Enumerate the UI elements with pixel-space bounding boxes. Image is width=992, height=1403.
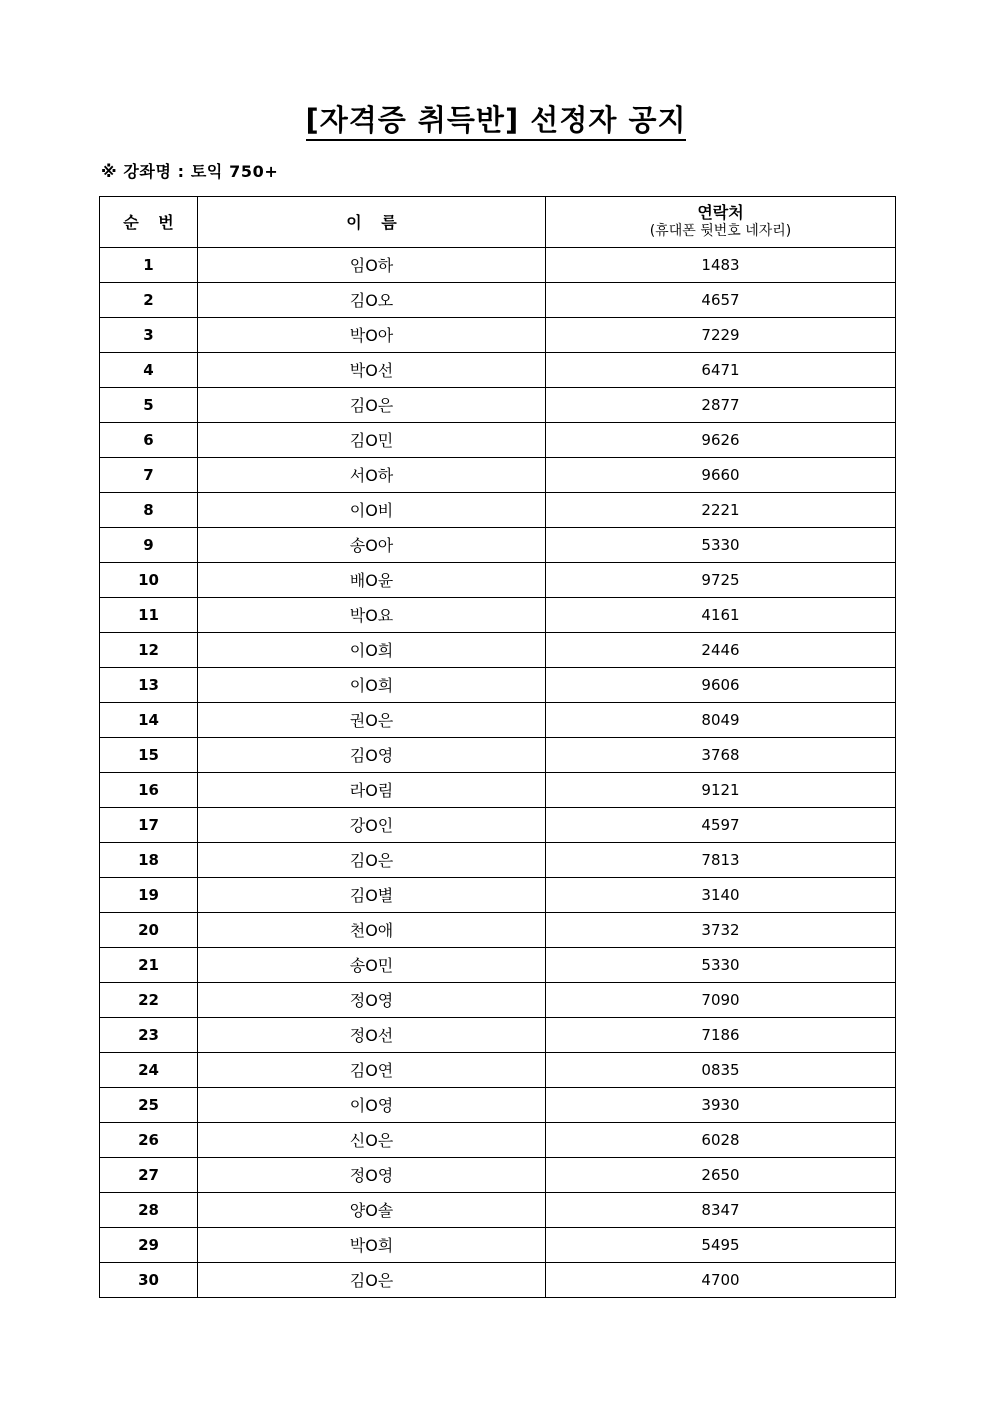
cell-no: 3 — [100, 317, 198, 352]
table-row — [100, 1262, 896, 1297]
column-header-phone-main: 연락처 — [697, 203, 744, 223]
cell-phone: 4161 — [546, 597, 896, 632]
cell-phone: 0835 — [546, 1052, 896, 1087]
course-name-line — [0, 162, 992, 181]
column-header-phone — [546, 196, 896, 247]
cell-phone: 7090 — [546, 982, 896, 1017]
table-row — [100, 492, 896, 527]
table-row — [100, 597, 896, 632]
cell-phone: 3732 — [546, 912, 896, 947]
page-title — [0, 0, 992, 141]
table-row — [100, 387, 896, 422]
cell-no: 28 — [100, 1192, 198, 1227]
cell-name: 이O희 — [198, 667, 546, 702]
cell-name: 서O하 — [198, 457, 546, 492]
cell-no: 7 — [100, 457, 198, 492]
cell-no: 30 — [100, 1262, 198, 1297]
cell-name: 정O영 — [198, 982, 546, 1017]
cell-phone: 2650 — [546, 1157, 896, 1192]
cell-name: 송O아 — [198, 527, 546, 562]
cell-name: 정O선 — [198, 1017, 546, 1052]
cell-phone: 3140 — [546, 877, 896, 912]
cell-no: 11 — [100, 597, 198, 632]
cell-phone: 1483 — [546, 247, 896, 282]
cell-name: 임O하 — [198, 247, 546, 282]
cell-no: 29 — [100, 1227, 198, 1262]
column-header-phone-sub: (휴대폰 뒷번호 네자리) — [649, 223, 792, 240]
cell-phone: 4657 — [546, 282, 896, 317]
cell-no: 8 — [100, 492, 198, 527]
table-row — [100, 1052, 896, 1087]
cell-phone: 8049 — [546, 702, 896, 737]
cell-phone: 7813 — [546, 842, 896, 877]
cell-no: 6 — [100, 422, 198, 457]
cell-name: 박O요 — [198, 597, 546, 632]
column-header-name: 이 름 — [198, 196, 546, 247]
reference-mark-icon: ※ — [101, 162, 118, 182]
cell-phone: 2877 — [546, 387, 896, 422]
cell-name: 김O민 — [198, 422, 546, 457]
cell-name: 라O림 — [198, 772, 546, 807]
table-row — [100, 422, 896, 457]
table-header — [100, 196, 896, 247]
table-row — [100, 772, 896, 807]
table-row — [100, 457, 896, 492]
cell-phone: 7186 — [546, 1017, 896, 1052]
cell-name: 김O영 — [198, 737, 546, 772]
course-name-text: 강좌명 : 토익 750+ — [123, 162, 279, 182]
table-row — [100, 912, 896, 947]
cell-no: 24 — [100, 1052, 198, 1087]
cell-name: 배O윤 — [198, 562, 546, 597]
cell-no: 12 — [100, 632, 198, 667]
table-row — [100, 1017, 896, 1052]
cell-name: 김O연 — [198, 1052, 546, 1087]
cell-no: 14 — [100, 702, 198, 737]
cell-name: 이O희 — [198, 632, 546, 667]
cell-no: 4 — [100, 352, 198, 387]
cell-phone: 3768 — [546, 737, 896, 772]
cell-phone: 9626 — [546, 422, 896, 457]
cell-name: 양O솔 — [198, 1192, 546, 1227]
table-row — [100, 282, 896, 317]
table-row — [100, 667, 896, 702]
cell-no: 26 — [100, 1122, 198, 1157]
table-row — [100, 982, 896, 1017]
cell-phone: 7229 — [546, 317, 896, 352]
cell-phone: 5330 — [546, 527, 896, 562]
table-row — [100, 842, 896, 877]
table-row — [100, 1192, 896, 1227]
table-row — [100, 737, 896, 772]
cell-name: 이O영 — [198, 1087, 546, 1122]
cell-phone: 9660 — [546, 457, 896, 492]
table-row — [100, 1157, 896, 1192]
cell-name: 정O영 — [198, 1157, 546, 1192]
cell-no: 18 — [100, 842, 198, 877]
table-row — [100, 1227, 896, 1262]
table-row — [100, 807, 896, 842]
table-row — [100, 947, 896, 982]
cell-name: 송O민 — [198, 947, 546, 982]
cell-name: 김O별 — [198, 877, 546, 912]
cell-name: 김O오 — [198, 282, 546, 317]
cell-phone: 9606 — [546, 667, 896, 702]
cell-no: 27 — [100, 1157, 198, 1192]
cell-name: 박O희 — [198, 1227, 546, 1262]
cell-phone: 8347 — [546, 1192, 896, 1227]
table-row — [100, 352, 896, 387]
cell-no: 22 — [100, 982, 198, 1017]
cell-no: 15 — [100, 737, 198, 772]
cell-name: 권O은 — [198, 702, 546, 737]
table-body — [100, 247, 896, 1297]
cell-no: 1 — [100, 247, 198, 282]
cell-no: 2 — [100, 282, 198, 317]
cell-phone: 4700 — [546, 1262, 896, 1297]
cell-name: 이O비 — [198, 492, 546, 527]
cell-phone: 6028 — [546, 1122, 896, 1157]
cell-phone: 2446 — [546, 632, 896, 667]
cell-no: 13 — [100, 667, 198, 702]
cell-no: 9 — [100, 527, 198, 562]
cell-no: 23 — [100, 1017, 198, 1052]
cell-phone: 9725 — [546, 562, 896, 597]
cell-name: 박O아 — [198, 317, 546, 352]
cell-no: 25 — [100, 1087, 198, 1122]
cell-phone: 5495 — [546, 1227, 896, 1262]
cell-no: 19 — [100, 877, 198, 912]
cell-no: 21 — [100, 947, 198, 982]
table-row — [100, 702, 896, 737]
roster-table — [99, 196, 896, 1298]
column-header-no: 순 번 — [100, 196, 198, 247]
cell-phone: 5330 — [546, 947, 896, 982]
roster-table-container — [0, 196, 992, 1298]
table-row — [100, 1122, 896, 1157]
cell-phone: 6471 — [546, 352, 896, 387]
cell-no: 16 — [100, 772, 198, 807]
table-row — [100, 877, 896, 912]
cell-phone: 9121 — [546, 772, 896, 807]
cell-name: 강O인 — [198, 807, 546, 842]
table-row — [100, 247, 896, 282]
table-row — [100, 632, 896, 667]
table-row — [100, 317, 896, 352]
cell-name: 김O은 — [198, 842, 546, 877]
table-row — [100, 1087, 896, 1122]
cell-no: 20 — [100, 912, 198, 947]
cell-name: 박O선 — [198, 352, 546, 387]
cell-phone: 2221 — [546, 492, 896, 527]
table-header-row — [100, 196, 896, 247]
cell-name: 신O은 — [198, 1122, 546, 1157]
cell-no: 5 — [100, 387, 198, 422]
cell-phone: 4597 — [546, 807, 896, 842]
cell-name: 천O애 — [198, 912, 546, 947]
cell-name: 김O은 — [198, 387, 546, 422]
page-title-text: [자격증 취득반] 선정자 공지 — [306, 104, 687, 141]
cell-no: 10 — [100, 562, 198, 597]
table-row — [100, 562, 896, 597]
cell-no: 17 — [100, 807, 198, 842]
table-row — [100, 527, 896, 562]
cell-phone: 3930 — [546, 1087, 896, 1122]
cell-name: 김O은 — [198, 1262, 546, 1297]
